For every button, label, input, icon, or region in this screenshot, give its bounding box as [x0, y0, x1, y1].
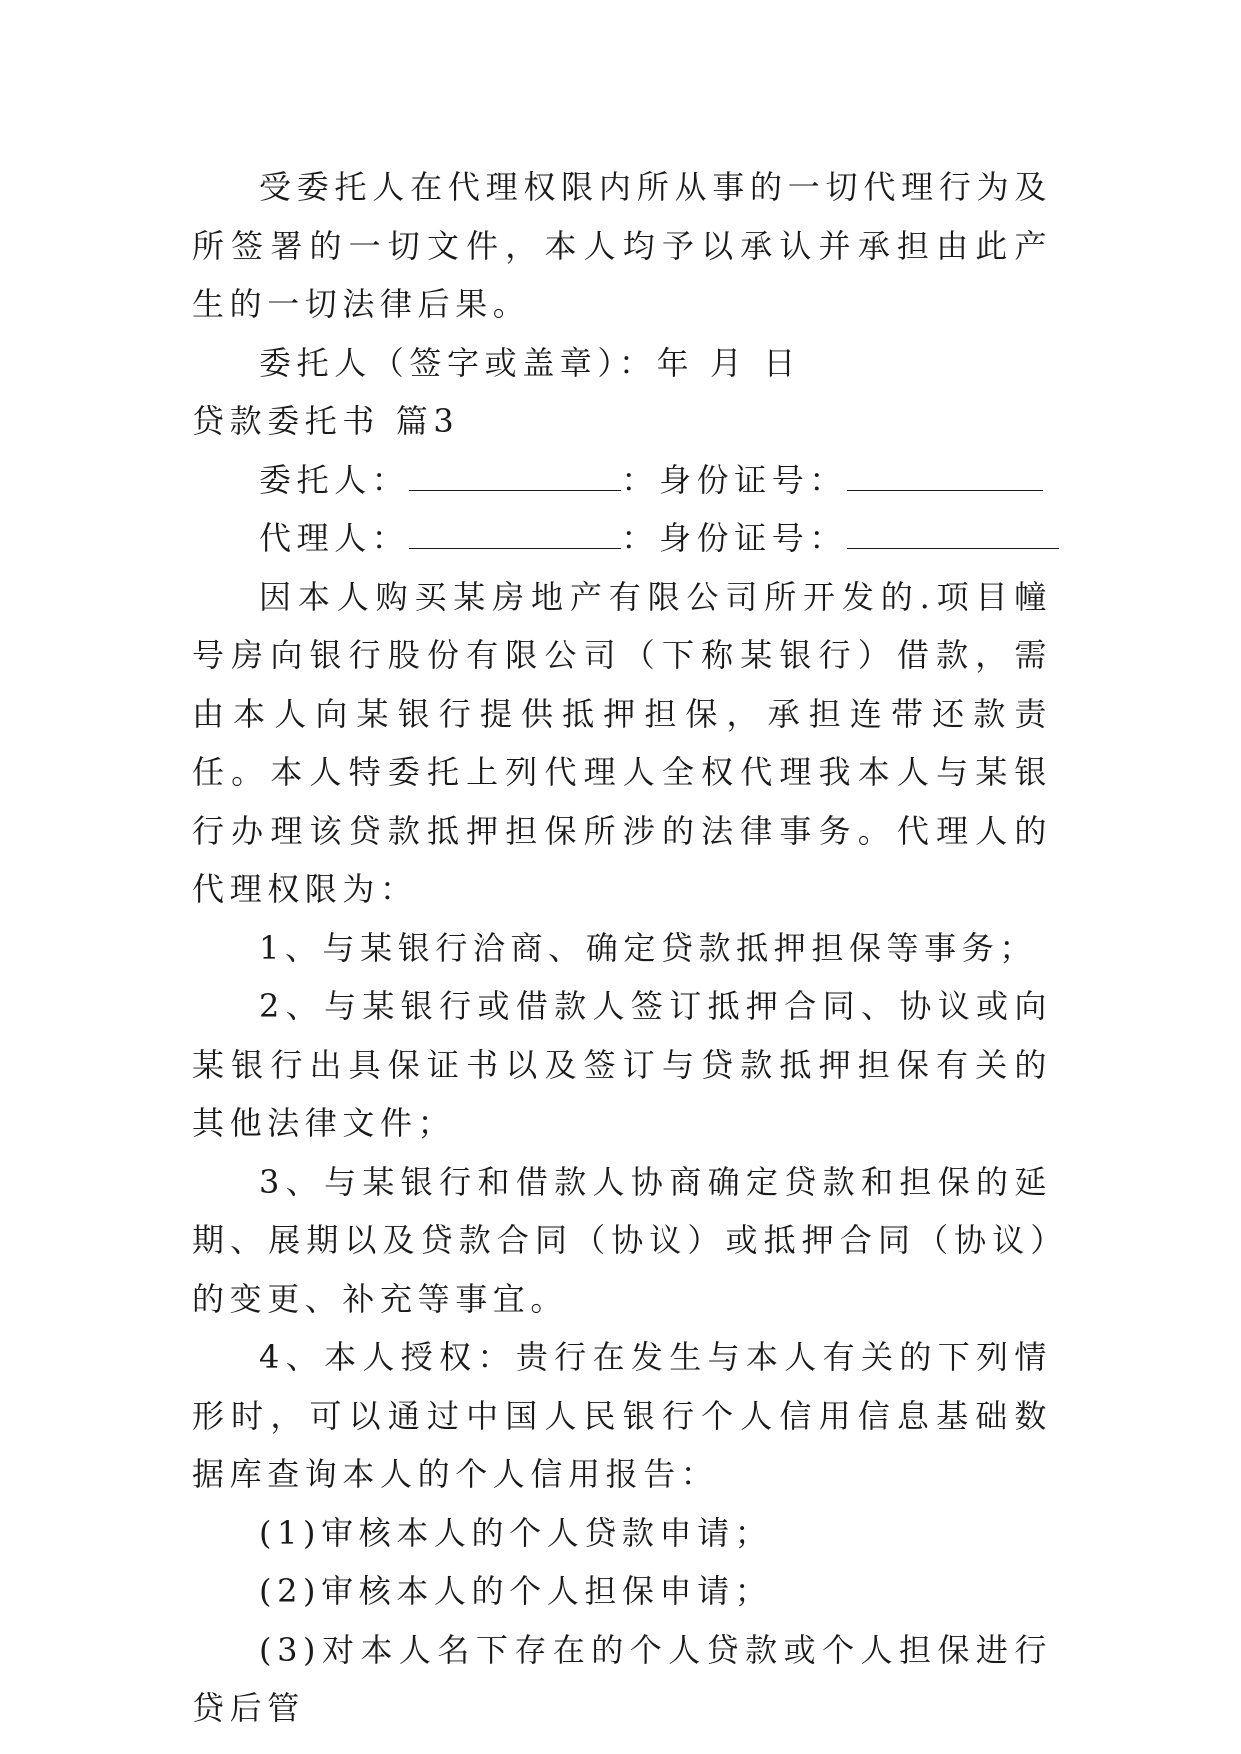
- authority-item-4: 4、本人授权：贵行在发生与本人有关的下列情形时，可以通过中国人民银行个人信用信息基础数据库查询本人的个人信用报告：: [192, 1338, 1052, 1493]
- principal-label: 委托人：: [259, 460, 410, 499]
- principal-id-blank[interactable]: [847, 464, 1043, 491]
- sub-item-3: (3)对本人名下存在的个人贷款或个人担保进行贷后管: [192, 1630, 1052, 1727]
- authority-item-3: 3、与某银行和借款人协商确定贷款和担保的延期、展期以及贷款合同（协议）或抵押合同（协议）的变更、补充等事宜。: [192, 1162, 1052, 1318]
- signature-line: 委托人（签字或盖章）：年 月 日: [259, 343, 801, 382]
- authority-item-1: 1、与某银行洽商、确定贷款抵押担保等事务；: [259, 928, 1037, 967]
- document-page: [192, 158, 1052, 1738]
- agent-label: 代理人：: [259, 519, 410, 557]
- paragraph-purpose: 因本人购买某房地产有限公司所开发的.项目幢号房向银行股份有限公司（下称某银行）借款，需由本人向某银行提供抵押担保，承担连带还款责任。本人特委托上列代理人全权代理我本人与某银行办理该贷款抵押担保所涉的法律事务。代理人的代理权限为：: [192, 577, 1052, 908]
- agent-id-blank[interactable]: [847, 522, 1059, 549]
- principal-name-blank[interactable]: [409, 464, 621, 491]
- agent-name-blank[interactable]: [409, 522, 621, 549]
- authority-item-2: 2、与某银行或借款人签订抵押合同、协议或向某银行出具保证书以及签订与贷款抵押担保有关的其他法律文件；: [192, 987, 1052, 1142]
- paragraph-liability: 受委托人在代理权限内所从事的一切代理行为及所签署的一切文件，本人均予以承认并承担由此产生的一切法律后果。: [192, 168, 1052, 323]
- sub-item-1: (1)审核本人的个人贷款申请；: [259, 1513, 773, 1552]
- agent-id-label: ：身份证号：: [621, 519, 848, 557]
- principal-id-label: ：身份证号：: [621, 460, 848, 499]
- principal-field-row: [192, 451, 1052, 510]
- agent-field-row: [192, 509, 1052, 568]
- section-title: 贷款委托书 篇3: [192, 402, 460, 440]
- sub-item-2: (2)审核本人的个人担保申请；: [259, 1572, 773, 1610]
